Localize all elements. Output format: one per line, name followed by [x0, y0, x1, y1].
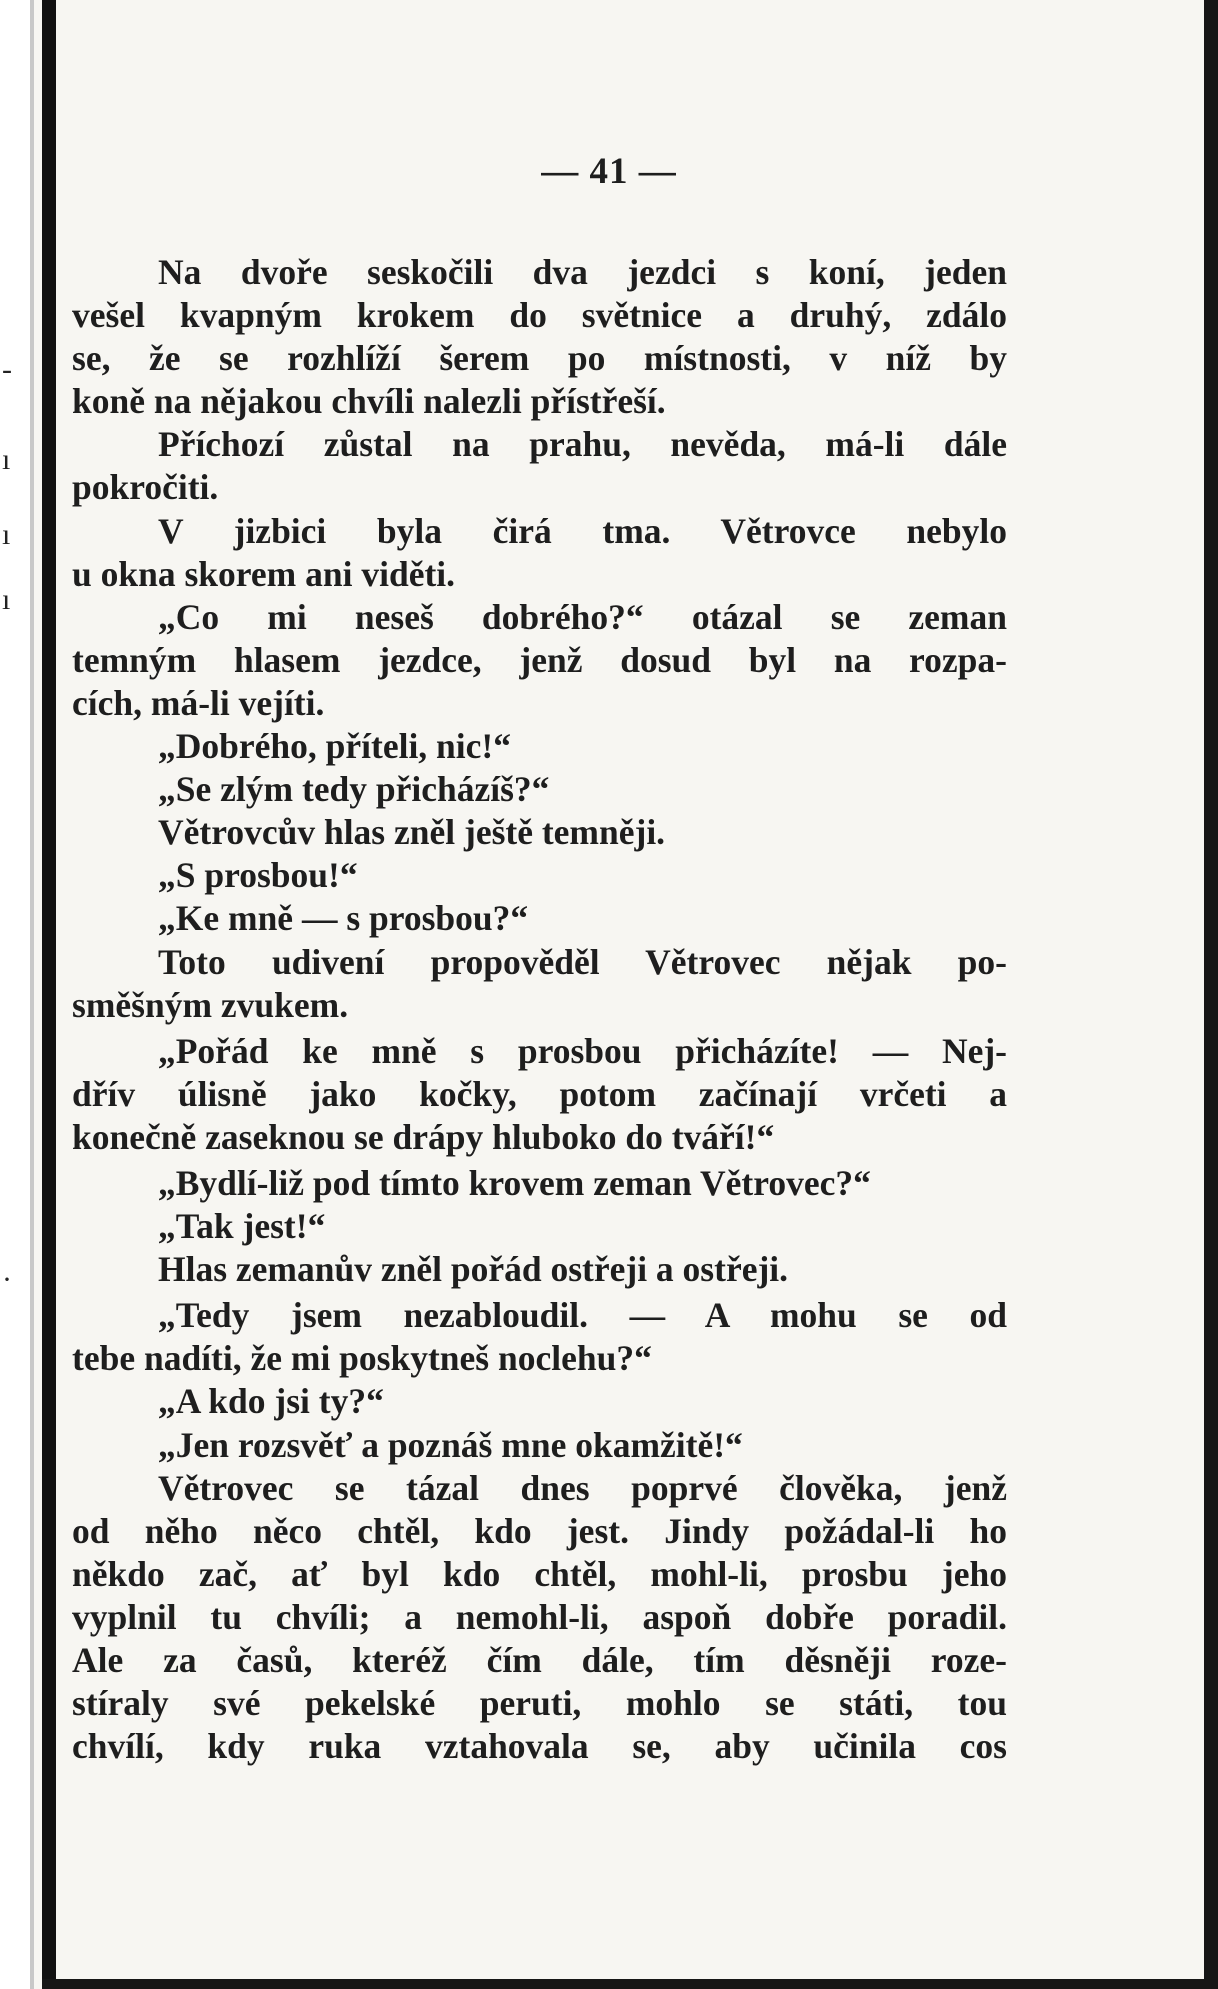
scan-bottom-edge: [42, 1979, 1218, 1989]
text-line: Toto udivení propověděl Větrovec nějak po-: [158, 941, 1007, 982]
margin-mark: ·: [2, 1263, 12, 1296]
text-line: „Dobrého, příteli, nic!“: [158, 726, 511, 767]
margin-mark: ı: [2, 583, 11, 616]
text-line: „Tedy jsem nezabloudil. — A mohu se od: [158, 1295, 1007, 1336]
text-line: Větrovcův hlas zněl ještě temněji.: [158, 812, 666, 853]
text-line: se, že se rozhlíží šerem po místnosti, v níž by: [72, 338, 1007, 379]
text-line: V jizbici byla čirá tma. Větrovce nebylo: [158, 510, 1007, 551]
text-line: dřív úlisně jako kočky, potom začínají vrčeti a: [72, 1073, 1007, 1114]
text-line: Na dvoře seskočili dva jezdci s koní, jeden: [158, 252, 1007, 292]
text-line: tebe nadíti, že mi poskytneš noclehu?“: [72, 1338, 652, 1379]
text-line: „Ke mně — s prosbou?“: [158, 898, 529, 939]
margin-mark: ı: [2, 518, 11, 551]
text-line: cích, má-li vejíti.: [72, 682, 325, 723]
text-line: temným hlasem jezdce, jenž dosud byl na rozpa-: [72, 639, 1007, 680]
text-line: koně na nějakou chvíli nalezli přístřeší.: [72, 381, 666, 422]
body-text: [72, 251, 1007, 1768]
text-line: Příchozí zůstal na prahu, nevěda, má-li dále: [158, 424, 1007, 465]
text-line: někdo zač, ať byl kdo chtěl, mohl-li, prosbu jeho: [72, 1553, 1007, 1594]
text-line: Ale za časů, kteréž čím dále, tím děsněji roze-: [72, 1640, 1007, 1680]
page-left-edge: [0, 0, 30, 1989]
text-line: „A kdo jsi ty?“: [158, 1381, 384, 1422]
text-line: „Se zlým tedy přicházíš?“: [158, 769, 550, 810]
text-line: „Tak jest!“: [158, 1206, 326, 1247]
text-line: „S prosbou!“: [158, 855, 358, 896]
text-line: směšným zvukem.: [72, 984, 349, 1025]
text-line: u okna skorem ani viděti.: [72, 553, 456, 594]
text-line: konečně zaseknou se drápy hluboko do tváří!“: [72, 1116, 775, 1157]
text-line: Hlas zemanův zněl pořád ostřeji a ostřeji.: [158, 1249, 789, 1290]
text-line: Větrovec se tázal dnes poprvé člověka, jenž: [158, 1467, 1007, 1508]
text-line: pokročiti.: [72, 467, 219, 508]
scan-right-edge: [1204, 0, 1218, 1989]
margin-mark: -: [2, 353, 12, 386]
text-line: „Jen rozsvěť a poznáš mne okamžitě!“: [158, 1424, 743, 1465]
text-line: chvílí, kdy ruka vztahovala se, aby učinila cos: [72, 1726, 1007, 1767]
text-line: stíraly své pekelské peruti, mohlo se státi, tou: [72, 1683, 1007, 1724]
page-number: — 41 —: [541, 151, 677, 192]
text-line: „Pořád ke mně s prosbou přicházíte! — Nej-: [158, 1030, 1007, 1071]
text-line: vešel kvapným krokem do světnice a druhý, zdálo: [72, 295, 1007, 336]
binding-bar: [42, 0, 56, 1989]
margin-mark: ı: [2, 443, 11, 476]
text-line: „Co mi neseš dobrého?“ otázal se zeman: [158, 596, 1007, 637]
text-line: od něho něco chtěl, kdo jest. Jindy požádal-li ho: [72, 1510, 1007, 1551]
text-line: vyplnil tu chvíli; a nemohl-li, aspoň dobře poradil.: [72, 1596, 1007, 1637]
binding-shadow: [30, 0, 34, 1989]
text-line: „Bydlí-liž pod tímto krovem zeman Větrovec?“: [158, 1162, 871, 1203]
